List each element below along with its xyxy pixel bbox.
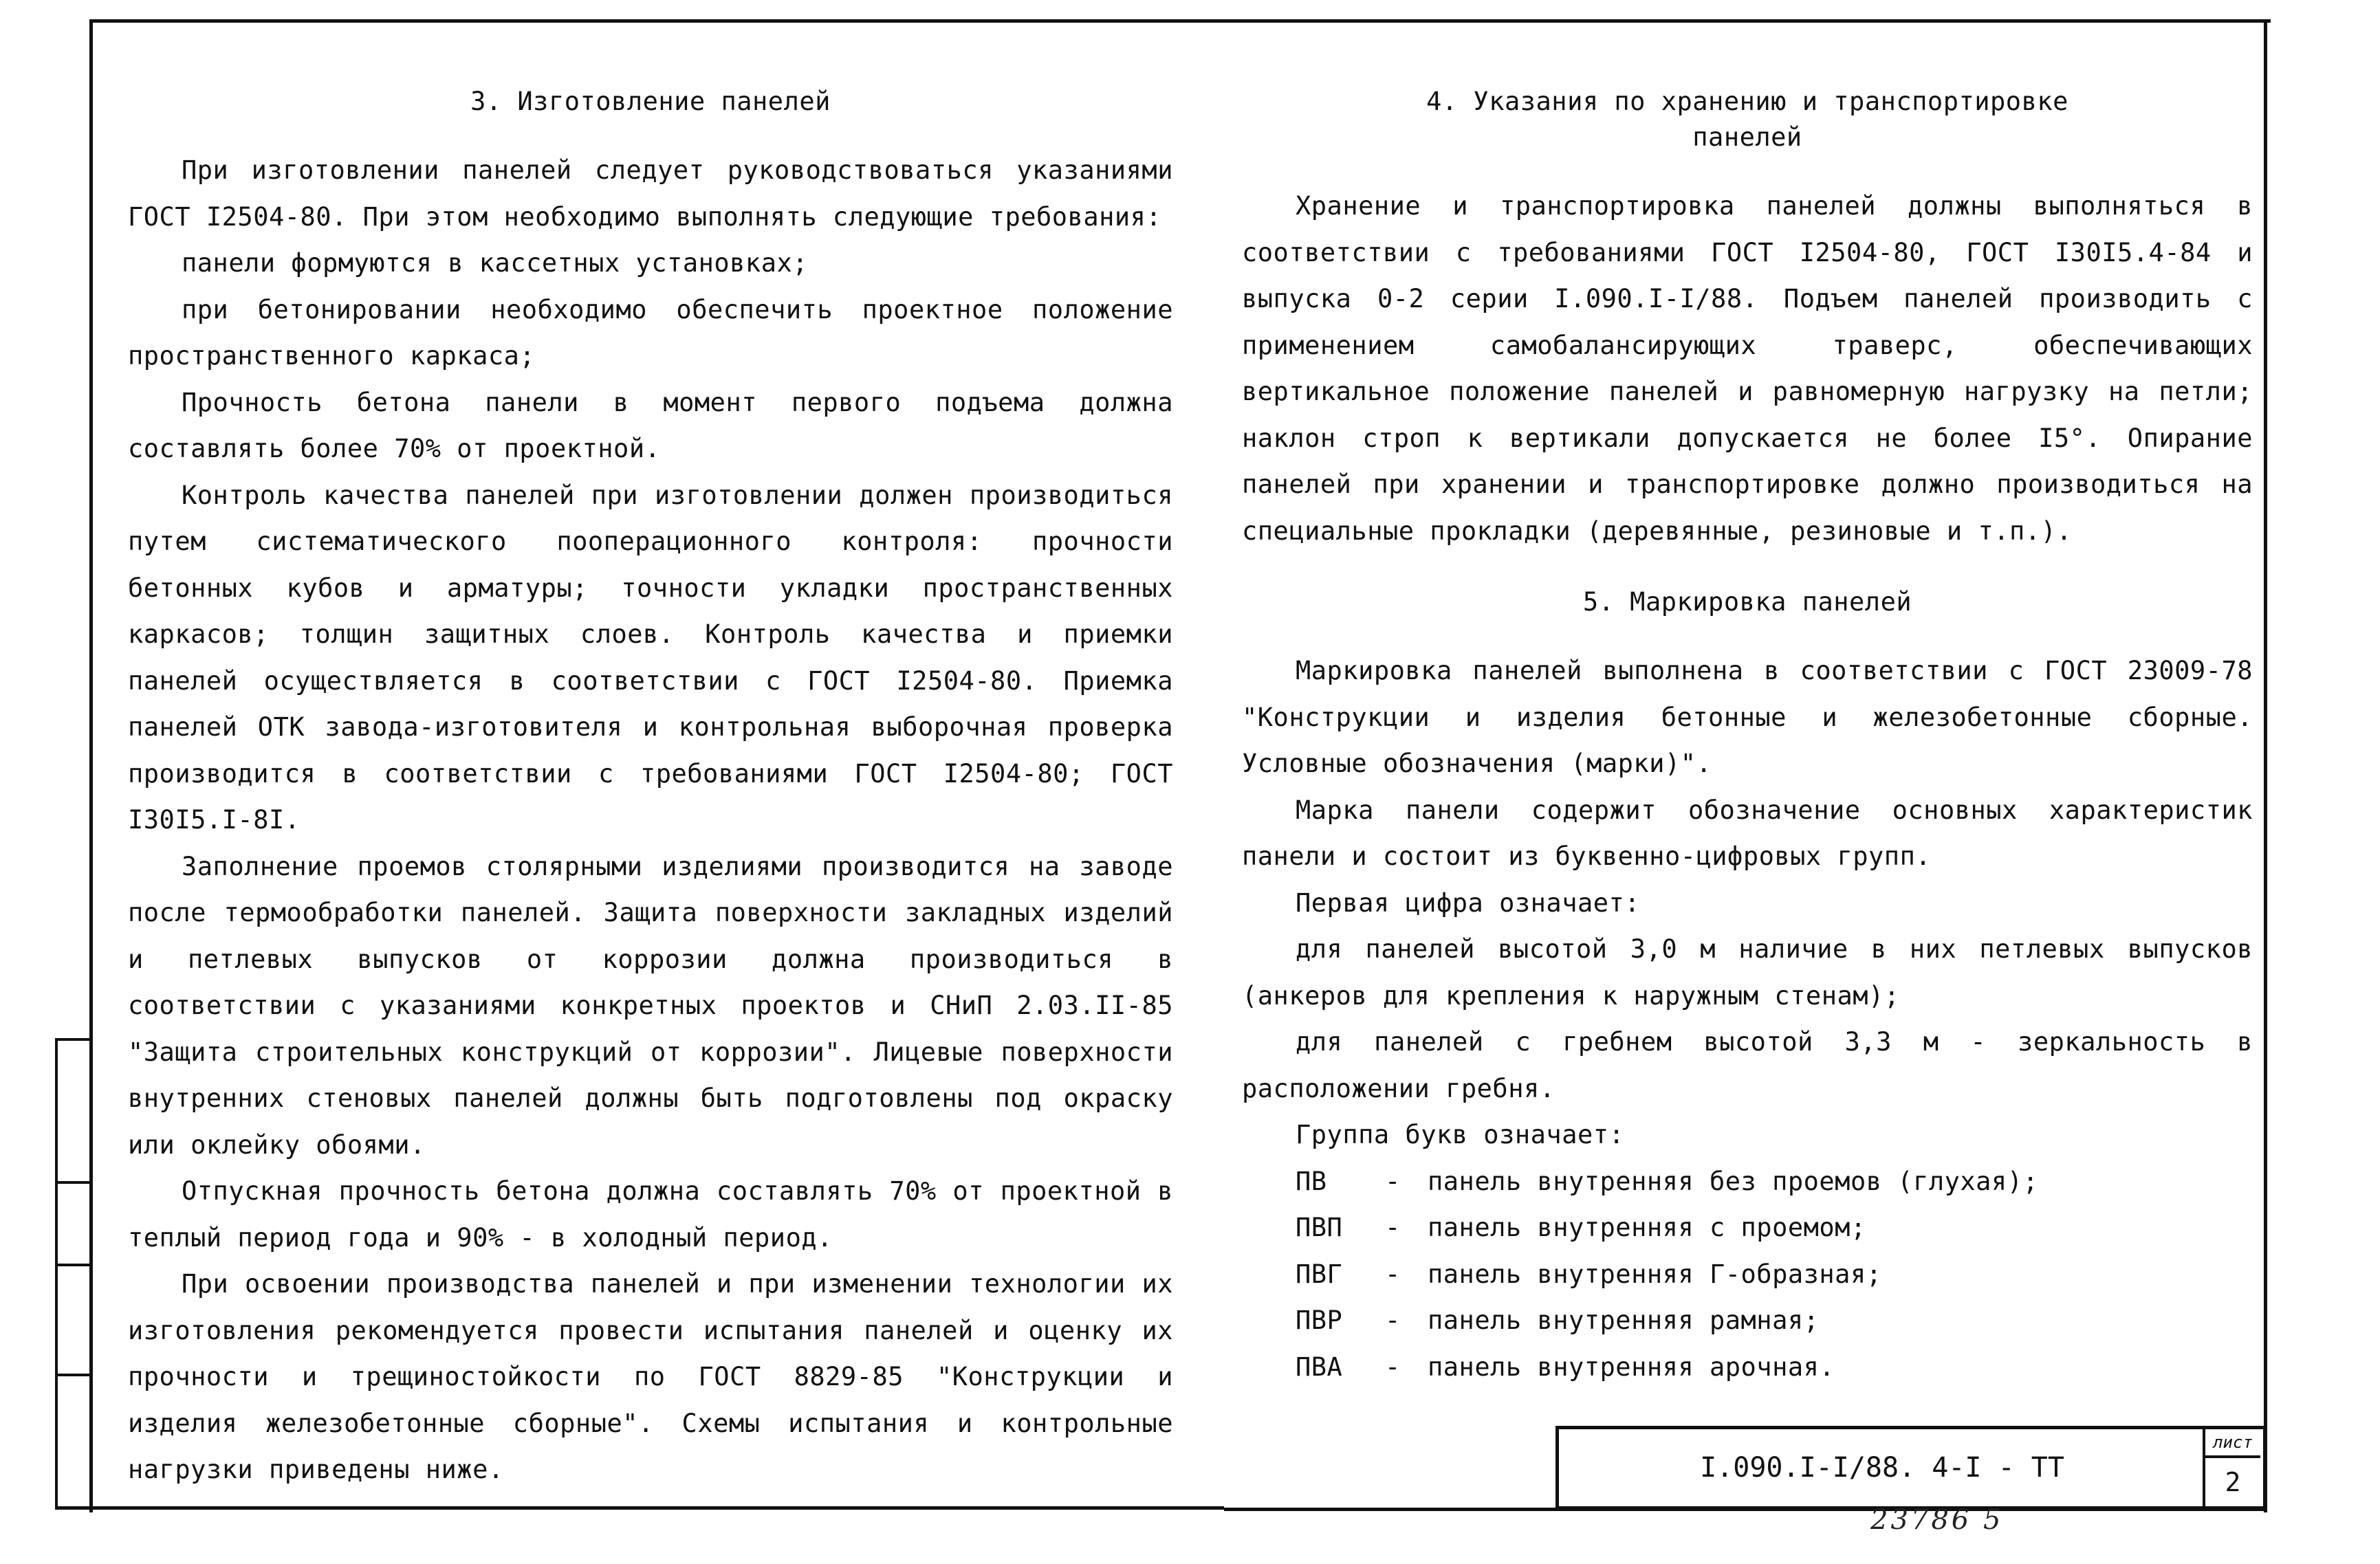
group-code: ПВП <box>1296 1213 1343 1242</box>
section-3-column <box>128 84 1173 1493</box>
document-code: I.090.I-I/88. 4-I - ТТ <box>1700 1452 2064 1484</box>
handwritten-note: 23786 5 <box>1870 1504 2004 1536</box>
margin-box-divider-3 <box>55 1264 91 1266</box>
list-item <box>1242 1344 2253 1391</box>
section-5-paragraph: для панелей с гребнем высотой 3,3 м - зеркальность в расположении гребня. <box>1242 1027 2253 1103</box>
group-dash: - <box>1385 1166 1401 1196</box>
section-3-paragraph: панели формуются в кассетных установках; <box>182 248 809 278</box>
frame-top-line <box>89 19 2271 23</box>
group-description: панель внутренняя без проемов (глухая); <box>1428 1166 2039 1196</box>
group-description: панель внутренняя Г-образная; <box>1428 1259 1882 1289</box>
section-3-paragraph: Прочность бетона панели в момент первого подъема должна составлять более 70% от проектной. <box>128 387 1173 463</box>
list-item <box>1242 1297 2253 1344</box>
group-code: ПВА <box>1296 1352 1343 1382</box>
section-3-paragraph: Заполнение проемов столярными изделиями производится на заводе после термообработки панелей. Защита поверхности закладных изделий и петлевых выпусков от коррозии должна производиться в соответствии с указаниями конкретных проектов и СНиП 2.03.II-85 "Защита строительных конструкций от коррозии". Лицевые поверхности внутренних стеновых панелей должны быть подготовлены под окраску или оклейку обоями. <box>128 851 1173 1160</box>
group-code: ПВГ <box>1296 1259 1343 1289</box>
section-4-paragraph: Хранение и транспортировка панелей должны выполняться в соответствии с требованиями ГОСТ I2504-80, ГОСТ I30I5.4-84 и выпуска 0-2 серии I.090.I-I/88. Подъем панелей производить с применением самобалансирующих траверс, обеспечивающих вертикальное положение панелей и равномерную нагрузку на петли; наклон строп к вертикали допускается не более I5°. Опирание панелей при хранении и транспортировке должно производиться на специальные прокладки (деревянные, резиновые и т.п.). <box>1242 191 2253 546</box>
sheet-cell <box>2203 1429 2263 1506</box>
group-code: ПВР <box>1296 1306 1343 1335</box>
frame-right-line <box>2264 19 2267 1512</box>
margin-box-left-line <box>55 1038 58 1510</box>
section-5-paragraph: Марка панели содержит обозначение основных характеристик панели и состоит из буквенно-цифровых групп. <box>1242 795 2253 871</box>
section-4-title <box>1242 84 2253 155</box>
section-3-title: 3. Изготовление панелей <box>470 87 831 116</box>
sheet-number: 2 <box>2225 1467 2241 1497</box>
sections-4-5-column <box>1242 84 2253 1390</box>
frame-bottom-line-left <box>55 1506 1224 1510</box>
section-3-paragraph: При изготовлении панелей следует руководствоваться указаниями ГОСТ I2504-80. При этом необходимо выполнять следующие требования: <box>128 155 1173 232</box>
margin-box-divider-1 <box>55 1038 91 1041</box>
section-5-paragraph: для панелей высотой 3,0 м наличие в них петлевых выпусков (анкеров для крепления к наружным стенам); <box>1242 934 2253 1011</box>
margin-box-divider-2 <box>55 1181 91 1184</box>
frame-left-line <box>89 19 93 1512</box>
section-5-paragraph: Маркировка панелей выполнена в соответствии с ГОСТ 23009-78 "Конструкции и изделия бетонные и железобетонные сборные. Условные обозначения (марки)". <box>1242 656 2253 778</box>
sheet-label: лист <box>2205 1429 2260 1458</box>
section-5-paragraph: Группа букв означает: <box>1296 1120 1625 1149</box>
section-3-paragraph: При освоении производства панелей и при изменении технологии их изготовления рекомендуется провести испытания панелей и оценку их прочности и трещиностойкости по ГОСТ 8829-85 "Конструкции и изделия железобетонные сборные". Схемы испытания и контрольные нагрузки приведены ниже. <box>128 1269 1173 1484</box>
group-description: панель внутренняя рамная; <box>1428 1306 1820 1335</box>
group-description: панель внутренняя с проемом; <box>1428 1213 1866 1242</box>
list-item <box>1242 1204 2253 1251</box>
group-code: ПВ <box>1296 1166 1327 1196</box>
title-block <box>1555 1426 2267 1510</box>
group-dash: - <box>1385 1352 1401 1382</box>
letter-group-list <box>1242 1158 2253 1391</box>
section-4-title-line-1: 4. Указания по хранению и транспортировке <box>1426 87 2068 116</box>
list-item <box>1242 1251 2253 1298</box>
section-3-paragraph: Контроль качества панелей при изготовлении должен производиться путем систематического пооперационного контроля: прочности бетонных кубов и арматуры; точности укладки пространственных каркасов; толщин защитных слоев. Контроль качества и приемки панелей осуществляется в соответствии с ГОСТ I2504-80. Приемка панелей ОТК завода-изготовителя и контрольная выборочная проверка производится в соответствии с требованиями ГОСТ I2504-80; ГОСТ I30I5.I-8I. <box>128 480 1173 835</box>
group-dash: - <box>1385 1259 1401 1289</box>
list-item <box>1242 1158 2253 1205</box>
group-dash: - <box>1385 1306 1401 1335</box>
margin-box-divider-4 <box>55 1374 91 1376</box>
section-3-paragraph: Отпускная прочность бетона должна составлять 70% от проектной в теплый период года и 90% - в холодный период. <box>128 1176 1173 1253</box>
section-5-title: 5. Маркировка панелей <box>1582 587 1912 617</box>
group-description: панель внутренняя арочная. <box>1428 1352 1835 1382</box>
section-4-title-line-2: панелей <box>1692 122 1802 152</box>
group-dash: - <box>1385 1213 1401 1242</box>
section-3-paragraph: при бетонировании необходимо обеспечить проектное положение пространственного каркаса; <box>128 294 1173 371</box>
section-5-paragraph: Первая цифра означает: <box>1296 888 1641 918</box>
